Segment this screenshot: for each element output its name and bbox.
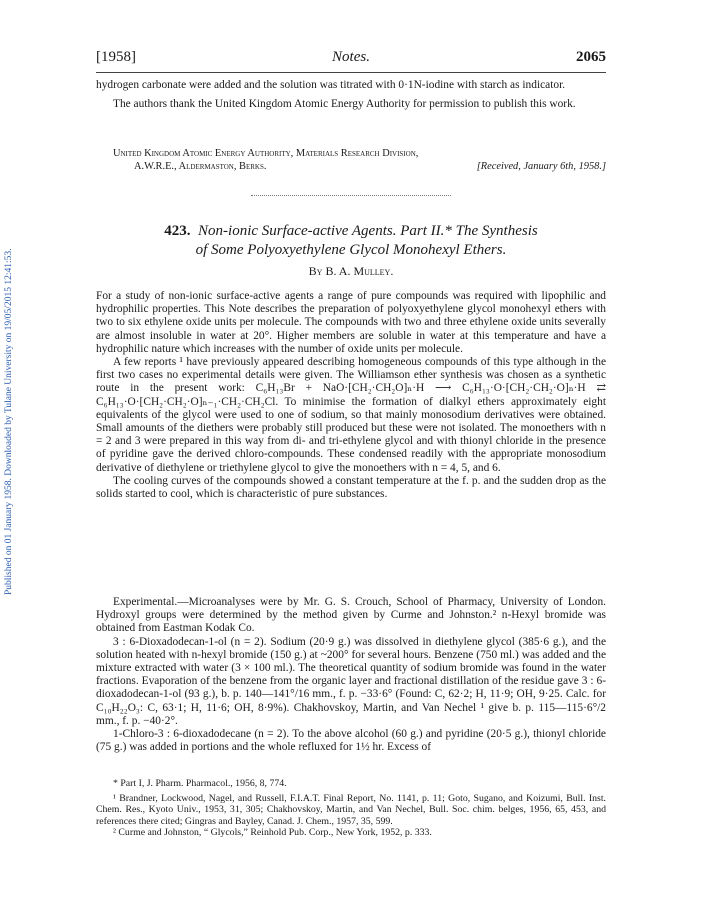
article-title <box>96 222 606 260</box>
paragraph: Experimental.—Microanalyses were by Mr. G. S. Crouch, School of Pharmacy, University of London. Hydroxyl groups were determined by the method given by Curme and Johnston.² n-Hexyl bromide was obtained from Eastman Kodak Co. <box>96 596 606 635</box>
byline: By B. A. Mulley. <box>308 264 394 278</box>
paragraph: For a study of non-ionic surface-active agents a range of pure compounds was required with lipophilic and hydrophilic properties. This Note describes the preparation of polyoxyethylene glycol monohexyl ethers with two to six ethylene oxide units per molecule. The compounds with two and three ethylene oxide units severally are almost insoluble in water at 20°. Higher members are soluble in water at this temperature and have a hydrophilic nature which increases with the number of oxide units per molecule. <box>96 290 606 355</box>
running-header <box>96 49 606 69</box>
footnote: ¹ Brandner, Lockwood, Nagel, and Russell, F.I.A.T. Final Report, No. 1141, p. 11; Goto, Sugano, and Koizumi, Bull. Inst. Chem. Res., Kyoto Univ., 1953, 31, 305; Chakhovskoy, Martin, and Van Nechel, Bull. Soc. chim. belges, 1956, 65, 453, and references there cited; Gingras and Bayley, Canad. J. Chem., 1957, 35, 599. <box>96 792 606 827</box>
title-line-2: of Some Polyoxyethylene Glycol Monohexyl Ethers. <box>195 242 507 258</box>
footnotes <box>96 778 606 839</box>
paragraph: A few reports ¹ have previously appeared describing homogeneous compounds of this type although in the first two cases no experimental details were given. The Williamson ether synthesis was chosen as a synthetic route in the present work: C₆H₁₃Br + NaO·[CH₂·CH₂O]ₙ·H ⟶ C₆H₁₃·O·[CH₂·CH₂·O]ₙ·H ⇄ C₆H₁₃·O·[CH₂·CH₂·O]ₙ₋₁·CH₂·CH₂Cl. To minimise the formation of dialkyl ethers approximately eight equivalents of the glycol were used to one of sodium, so that mainly monosodium derivatives were obtained. Small amounts of the diethers were probably still produced but these were not isolated. The monoethers with n = 2 and 3 were prepared in this way from di- and tri-ethylene glycol and with thionyl chloride in the presence of pyridine gave the derived chloro-compounds. These condensed readily with the appropriate monosodium derivative of diethylene or triethylene glycol to give the monoethers with n = 4, 5, and 6. <box>96 356 606 474</box>
address-location: A.W.R.E., Aldermaston, Berks. <box>134 160 267 172</box>
section-separator <box>251 195 451 196</box>
address-line-2 <box>96 161 606 174</box>
paragraph: hydrogen carbonate were added and the solution was titrated with 0·1N-iodine with starch as indicator. <box>96 79 566 91</box>
experimental-section <box>96 596 606 754</box>
paragraph: 1-Chloro-3 : 6-dioxadodecane (n = 2). To the above alcohol (60 g.) and pyridine (20·5 g.), thionyl chloride (75 g.) was added in portions and the whole refluxed for 1½ hr. Excess of <box>96 728 606 754</box>
address-block <box>96 148 606 173</box>
header-rule <box>96 72 606 73</box>
header-year: [1958] <box>96 49 136 65</box>
received-date: [Received, January 6th, 1958.] <box>476 160 606 172</box>
article-number: 423. <box>164 223 191 239</box>
footnote: ² Curme and Johnston, “ Glycols,” Reinhold Pub. Corp., New York, 1952, p. 333. <box>113 827 432 839</box>
header-page-number: 2065 <box>576 49 606 65</box>
paragraph: 3 : 6-Dioxadodecan-1-ol (n = 2). Sodium (20·9 g.) was dissolved in diethylene glycol (385·6 g.), and the solution heated with n-hexyl bromide (150 g.) at ~200° for several hours. Benzene (750 ml.) was added and the mixture extracted with water (3 × 100 ml.). The theoretical quantity of sodium bromide was found in the water fractions. Evaporation of the benzene from the organic layer and fractional distillation of the residue gave 3 : 6-dioxadodecan-1-ol (93 g.), b. p. 140—141°/16 mm., f. p. −33·6° (Found: C, 62·2; H, 11·9; OH, 9·25. Calc. for C₁₀H₂₂O₃: C, 63·1; H, 11·6; OH, 8·9%). Chakhovskoy, Martin, and Van Nechel ¹ give b. p. 115—115·6°/2 mm., f. p. −40·2°. <box>96 635 606 727</box>
title-line-1: Non-ionic Surface-active Agents. Part II.* The Synthesis <box>198 223 538 239</box>
footnote: * Part I, J. Pharm. Pharmacol., 1956, 8, 774. <box>113 778 287 789</box>
header-title: Notes. <box>332 49 370 65</box>
article-body <box>96 290 606 501</box>
acknowledgement: The authors thank the United Kingdom Atomic Energy Authority for permission to publish this work. <box>113 98 576 111</box>
previous-article-end <box>96 79 606 111</box>
address-line-1: United Kingdom Atomic Energy Authority, Materials Research Division, <box>113 148 419 159</box>
download-watermark: Published on 01 January 1958. Downloaded by Tulane University on 19/05/2015 12:41:53. <box>4 248 14 595</box>
paragraph: The cooling curves of the compounds showed a constant temperature at the f. p. and the sudden drop as the solids started to cool, which is characteristic of pure substances. <box>96 474 606 501</box>
